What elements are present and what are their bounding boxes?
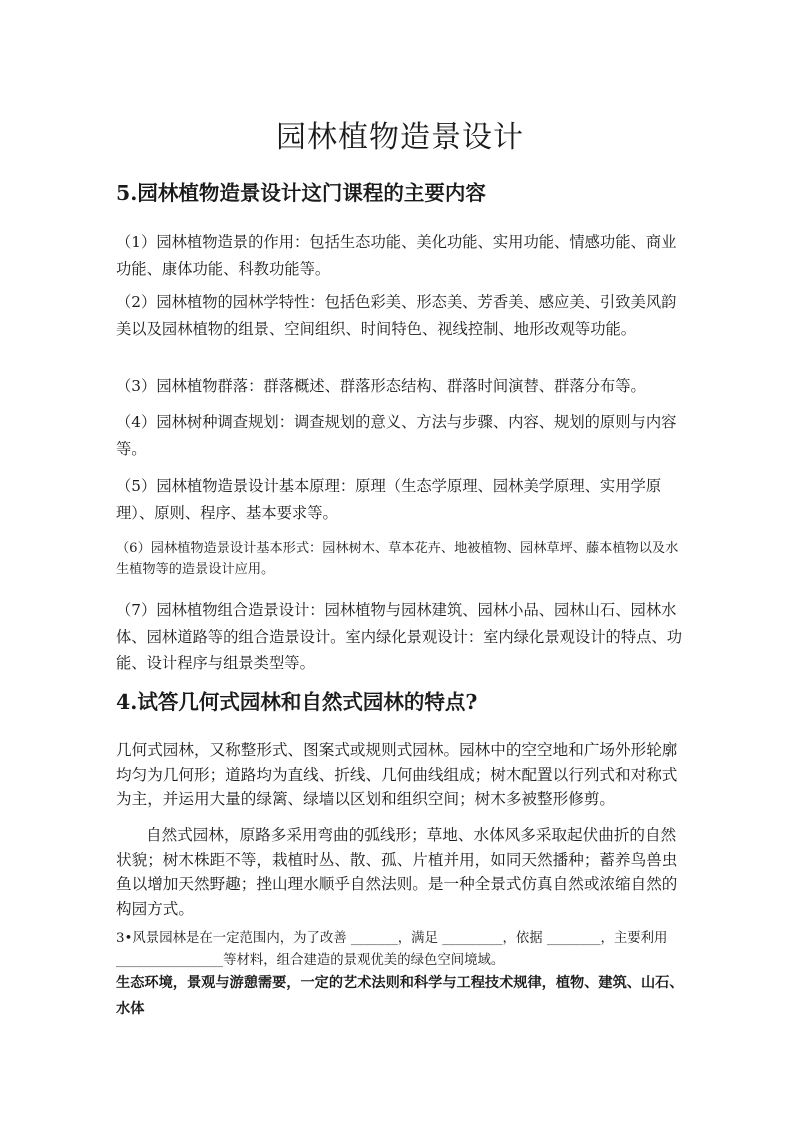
section-4-paragraph-natural: 自然式园林，原路多采用弯曲的弧线形；草地、水体风多采取起伏曲折的自然状貌；树木株距不等，栽植时丛、散、孤、片植并用，如同天然播种；蓄养鸟兽虫鱼以增加天然野趣；挫山理水顺乎自然法则。是一种全景式仿真自然或浓缩自然的构园方式。 (116, 826, 678, 918)
section-5-item-3: （3）园林植物群落：群落概述、群落形态结构、群落时间演替、群落分布等。 (116, 377, 646, 395)
document-title: 园林植物造景设计 (276, 120, 524, 155)
section-5-item-1: （1）园林植物造景的作用：包括生态功能、美化功能、实用功能、情感功能、商业功能、康体功能、科教功能等。 (116, 233, 677, 278)
section-5-item-6: （6）园林植物造景设计基本形式：园林树木、草本花卉、地被植物、园林草坪、藤本植物以及水生植物等的造景设计应用。 (116, 541, 679, 577)
section-4-paragraph-geometric: 几何式园林，又称整形式、图案式或规则式园林。园林中的空空地和广场外形轮廓均匀为几何形；道路均为直线、折线、几何曲线组成；树木配置以行列式和对称式为主，并运用大量的绿篱、绿墙以区划和组织空间；树木多被整形修剪。 (116, 741, 678, 808)
question-3-answer: 生态环境，景观与游憩需要，一定的艺术法则和科学与工程技术规律，植物、建筑、山石、水体 (116, 975, 684, 1017)
section-5-item-5: （5）园林植物造景设计基本原理：原理（生态学原理、园林美学原理、实用学原理）、原则、程序、基本要求等。 (116, 477, 662, 522)
question-3-text: 3•风景园林是在一定范围内，为了改善 _______，满足 _________，依据 ________，主要利用________________等材料，组合建造的景观优美的绿色空间境域。 (116, 931, 668, 968)
section-5-heading: 5.园林植物造景设计这门课程的主要内容 (116, 181, 486, 205)
section-5-item-2: （2）园林植物的园林学特性：包括色彩美、形态美、芳香美、感应美、引致美风韵美以及园林植物的组景、空间组织、时间特色、视线控制、地形改观等功能。 (116, 293, 677, 338)
section-5-item-7: （7）园林植物组合造景设计：园林植物与园林建筑、园林小品、园林山石、园林水体、园林道路等的组合造景设计。室内绿化景观设计：室内绿化景观设计的特点、功能、设计程序与组景类型等。 (116, 601, 682, 672)
section-4-heading: 4.试答几何式园林和自然式园林的特点? (116, 690, 478, 714)
section-5-item-4: （4）园林树种调查规划：调查规划的意义、方法与步骤、内容、规划的原则与内容等。 (116, 413, 677, 458)
